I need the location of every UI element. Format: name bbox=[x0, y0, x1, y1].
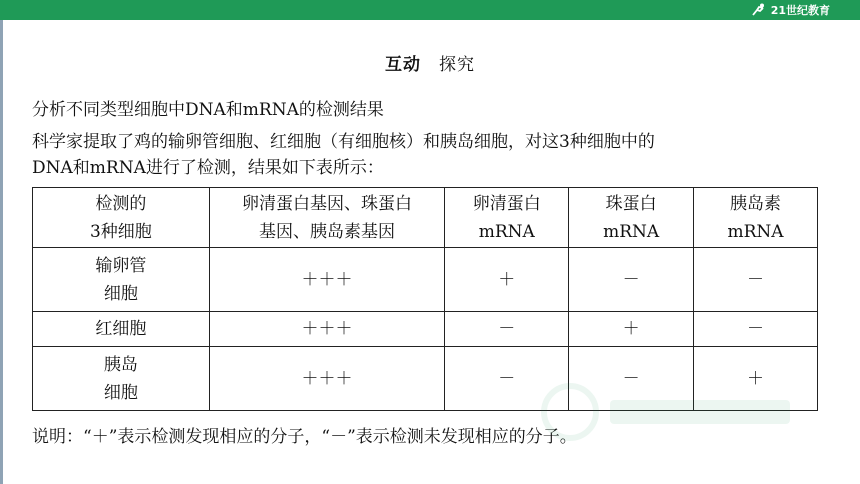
cell-type: 胰岛 细胞 bbox=[33, 347, 210, 411]
ovalbumin-mrna-cell: － bbox=[445, 347, 569, 411]
cell-type: 红细胞 bbox=[33, 312, 210, 347]
ovalbumin-mrna-cell: ＋ bbox=[445, 248, 569, 312]
globin-mrna-cell: － bbox=[569, 347, 694, 411]
genes-cell: ＋＋＋ bbox=[209, 347, 445, 411]
genes-cell: ＋＋＋ bbox=[209, 248, 445, 312]
insulin-mrna-cell: － bbox=[694, 248, 818, 312]
subtitle: 分析不同类型细胞中DNA和mRNA的检测结果 bbox=[32, 100, 384, 120]
logo-text: 21世纪教育 bbox=[770, 4, 830, 17]
header-cell: 珠蛋白 mRNA bbox=[569, 188, 694, 248]
heading-explore: 探究 bbox=[439, 55, 475, 75]
globin-mrna-cell: ＋ bbox=[569, 312, 694, 347]
genes-cell: ＋＋＋ bbox=[209, 312, 445, 347]
brand-logo bbox=[751, 2, 830, 18]
insulin-mrna-cell: ＋ bbox=[694, 347, 818, 411]
header-cell: 胰岛素 mRNA bbox=[694, 188, 818, 248]
cell-type: 输卵管 细胞 bbox=[33, 248, 210, 312]
globin-mrna-cell: － bbox=[569, 248, 694, 312]
insulin-mrna-cell: － bbox=[694, 312, 818, 347]
heading-interact: 互动 bbox=[385, 55, 421, 75]
runner-logo-icon bbox=[751, 3, 767, 17]
top-banner bbox=[0, 0, 860, 20]
legend-note: 说明：“＋”表示检测发现相应的分子，“－”表示检测未发现相应的分子。 bbox=[32, 427, 577, 447]
intro-line-2: DNA和mRNA进行了检测，结果如下表所示： bbox=[32, 158, 384, 178]
watermark-logo-icon bbox=[540, 382, 800, 442]
intro-line-1: 科学家提取了鸡的输卵管细胞、红细胞（有细胞核）和胰岛细胞，对这3种细胞中的 bbox=[32, 132, 655, 152]
results-table bbox=[32, 187, 818, 411]
header-cell: 检测的 3种细胞 bbox=[33, 188, 210, 248]
header-cell: 卵清蛋白 mRNA bbox=[445, 188, 569, 248]
ovalbumin-mrna-cell: － bbox=[445, 312, 569, 347]
header-cell: 卵清蛋白基因、珠蛋白 基因、胰岛素基因 bbox=[209, 188, 445, 248]
table-header-row bbox=[33, 188, 818, 248]
table-row bbox=[33, 312, 818, 347]
table-row bbox=[33, 248, 818, 312]
section-heading bbox=[0, 50, 860, 75]
